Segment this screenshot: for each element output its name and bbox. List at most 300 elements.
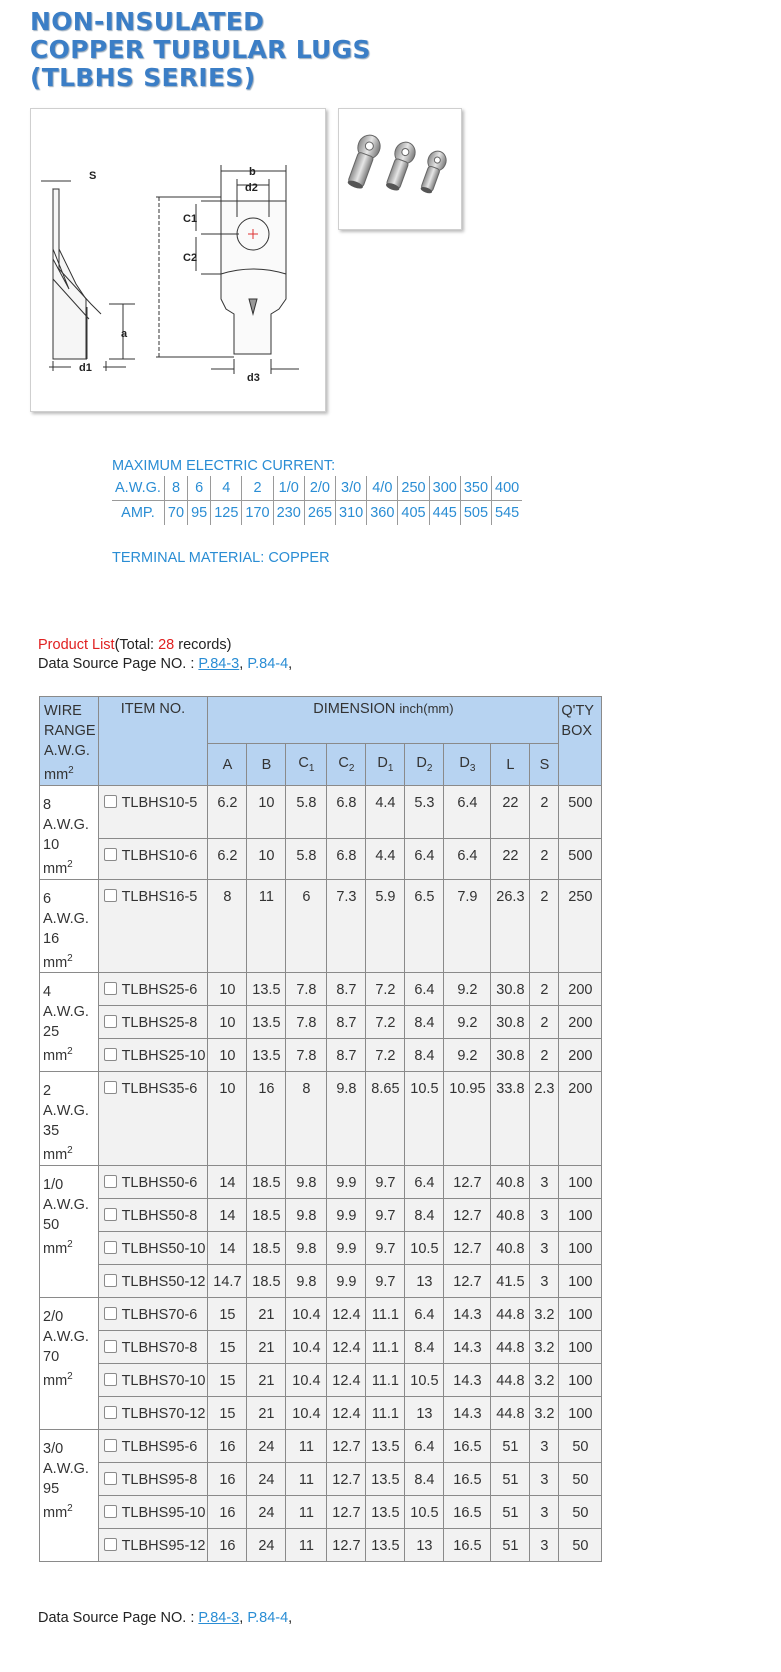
table-row [40,1496,602,1529]
dimension-cell: 4.4 [366,839,405,879]
dimension-cell: 9.2 [444,1006,491,1039]
dimension-cell: 15 [208,1364,247,1397]
dimension-cell: 3.2 [530,1397,559,1430]
dimension-cell: 12.7 [444,1232,491,1265]
dimension-cell: 11 [286,1529,327,1562]
dimension-cell: 14 [208,1199,247,1232]
wire-range-awg-unit: A.W.G. [43,1461,89,1478]
awg-value: 8 [164,476,187,501]
item-cell [98,785,208,838]
dimension-cell: 51 [491,1496,530,1529]
wire-range-awg-unit: A.W.G. [43,816,89,833]
qty-cell: 100 [559,1166,602,1199]
dimension-cell: 12.4 [327,1397,366,1430]
amp-value: 230 [273,501,304,526]
dimension-cell: 10.5 [405,1364,444,1397]
header-dimension [208,697,559,744]
item-number: TLBHS10-6 [121,848,198,865]
dimension-cell: 21 [247,1331,286,1364]
table-row [40,1397,602,1430]
dimension-cell: 9.7 [366,1265,405,1298]
dimension-cell: 13 [405,1529,444,1562]
dimension-cell: 9.8 [286,1265,327,1298]
item-cell [98,1529,208,1562]
dimension-cell: 44.8 [491,1364,530,1397]
dimension-cell: 24 [247,1430,286,1463]
header-col-c2: $C_2$ [327,744,366,786]
dimension-cell: 5.9 [366,879,405,973]
item-checkbox[interactable] [104,1439,117,1452]
dimension-cell: 18.5 [247,1265,286,1298]
wire-range-mm-sup: 2 [67,1239,73,1251]
wire-range-awg: 1/0 [43,1177,64,1194]
item-cell [98,1298,208,1331]
awg-value: 4/0 [367,476,398,501]
awg-value: 300 [429,476,460,501]
dimension-cell: 10 [208,1006,247,1039]
awg-value: 400 [492,476,523,501]
dimension-cell: 51 [491,1463,530,1496]
dimension-cell: 13.5 [366,1430,405,1463]
item-number: TLBHS25-8 [121,1015,198,1032]
item-cell [98,1199,208,1232]
title-line-3: (TLBHS SERIES) [30,63,256,92]
source-link-p84-4[interactable]: P.84-4 [247,656,289,672]
qty-cell: 200 [559,1072,602,1166]
dimension-cell: 6.4 [405,839,444,879]
item-checkbox[interactable] [104,1241,117,1254]
dimension-cell: 7.8 [286,1039,327,1072]
amp-value: 125 [211,501,242,526]
wire-range-awg-unit: A.W.G. [43,1103,89,1120]
diagram-label-d2: d2 [245,182,258,194]
dimension-cell: 2 [530,1039,559,1072]
dimension-cell: 13.5 [247,1039,286,1072]
awg-row [112,476,522,501]
item-number: TLBHS25-10 [121,1048,206,1065]
dimension-cell: 7.2 [366,1039,405,1072]
dimension-cell: 24 [247,1463,286,1496]
dimension-cell: 9.9 [327,1265,366,1298]
dimension-cell: 16 [208,1529,247,1562]
header-qty-2: BOX [561,723,593,739]
dimension-cell: 8.65 [366,1072,405,1166]
dimension-cell: 7.8 [286,1006,327,1039]
dimension-cell: 10 [208,1039,247,1072]
dimension-cell: 8.4 [405,1199,444,1232]
table-row [40,1430,602,1463]
dimension-cell: 26.3 [491,879,530,973]
dimension-cell: 11 [286,1463,327,1496]
dimension-cell: 11 [286,1496,327,1529]
dimension-cell: 7.8 [286,973,327,1006]
diagram-label-a: a [121,328,128,340]
item-checkbox[interactable] [104,1307,117,1320]
dimension-cell: 16.5 [444,1529,491,1562]
qty-cell: 50 [559,1430,602,1463]
item-cell [98,1331,208,1364]
dimension-cell: 13.5 [366,1463,405,1496]
awg-value: 2 [242,476,273,501]
dimension-cell: 44.8 [491,1331,530,1364]
dimension-cell: 10.4 [286,1397,327,1430]
wire-range-mm-sup: 2 [67,1145,73,1157]
dimension-cell: 16 [208,1496,247,1529]
wire-range-mm-sup: 2 [67,858,73,870]
dimension-cell: 12.4 [327,1298,366,1331]
wire-range-cell [40,1430,99,1562]
header-wire: WIRE [44,703,82,719]
dimension-cell: 6.4 [444,839,491,879]
total-prefix: (Total: [114,637,159,653]
awg-value: 3/0 [336,476,367,501]
dimension-cell: 4.4 [366,785,405,838]
header-mm-sup: 2 [68,765,74,776]
dimension-cell: 6.8 [327,839,366,879]
amp-value: 360 [367,501,398,526]
title-line-1: NON-INSULATED [30,7,265,36]
dimension-cell: 30.8 [491,1039,530,1072]
dimension-cell: 22 [491,839,530,879]
amp-label: AMP. [112,501,164,526]
item-cell [98,1496,208,1529]
dimension-cell: 9.2 [444,973,491,1006]
item-number: TLBHS70-12 [121,1406,206,1423]
dimension-cell: 8 [208,879,247,973]
dimension-cell: 3.2 [530,1331,559,1364]
awg-value: 250 [398,476,429,501]
item-checkbox[interactable] [104,1406,117,1419]
dimension-cell: 3 [530,1199,559,1232]
dimension-cell: 13.5 [366,1496,405,1529]
header-col-c1: $C_1$ [286,744,327,786]
table-row [40,1463,602,1496]
wire-range-cell [40,1298,99,1430]
dimension-cell: 8.4 [405,1039,444,1072]
diagram-label-c2: C2 [183,252,198,264]
dimension-cell: 6.4 [405,1166,444,1199]
dimension-cell: 3.2 [530,1364,559,1397]
dimension-cell: 9.9 [327,1232,366,1265]
item-cell [98,1397,208,1430]
terminal-material [112,550,330,566]
diagram-label-d1: d1 [79,362,92,374]
dimension-cell: 41.5 [491,1265,530,1298]
table-row [40,1529,602,1562]
header-col-s: S [530,744,559,786]
dimension-cell: 9.7 [366,1232,405,1265]
item-checkbox[interactable] [104,982,117,995]
item-checkbox[interactable] [104,848,117,861]
dimension-cell: 2 [530,879,559,973]
dimension-cell: 24 [247,1529,286,1562]
qty-cell: 500 [559,839,602,879]
dimension-cell: 7.3 [327,879,366,973]
dimension-cell: 6.2 [208,839,247,879]
wire-range-mm-unit: mm [43,1373,68,1390]
dimension-cell: 9.2 [444,1039,491,1072]
diagram-label-d3: d3 [247,372,260,384]
footer-link-p84-3[interactable]: P.84-3 [198,1610,240,1626]
qty-cell: 50 [559,1529,602,1562]
source-link-p84-3[interactable]: P.84-3 [198,656,240,672]
item-checkbox[interactable] [104,1274,117,1287]
table-row [40,1166,602,1199]
dimension-cell: 10.4 [286,1331,327,1364]
wire-range-mm: 35 [43,1123,60,1140]
item-number: TLBHS16-5 [121,888,198,905]
dimension-cell: 8 [286,1072,327,1166]
amp-value: 170 [242,501,273,526]
wire-range-mm: 16 [43,930,60,947]
dimension-cell: 8.7 [327,1039,366,1072]
dimension-cell: 9.9 [327,1166,366,1199]
dimension-cell: 3 [530,1529,559,1562]
dimension-cell: 8.4 [405,1463,444,1496]
product-table [39,696,602,1562]
max-current-section [112,458,522,525]
amp-value: 70 [164,501,187,526]
qty-cell: 50 [559,1496,602,1529]
item-number: TLBHS95-6 [121,1439,198,1456]
wire-range-mm: 95 [43,1481,60,1498]
product-list-label: Product List [38,637,115,653]
item-cell [98,1265,208,1298]
awg-label: A.W.G. [115,480,161,496]
dimension-cell: 10.5 [405,1072,444,1166]
diagram-label-c1: C1 [183,213,198,225]
dimension-cell: 12.7 [444,1199,491,1232]
item-number: TLBHS50-8 [121,1208,198,1225]
dimension-cell: 12.7 [327,1529,366,1562]
dimension-cell: 22 [491,785,530,838]
dimension-cell: 9.8 [286,1232,327,1265]
header-col-d2: $D_2$ [405,744,444,786]
wire-range-cell [40,879,99,973]
dimension-cell: 2 [530,973,559,1006]
dimension-cell: 11.1 [366,1397,405,1430]
table-row [40,839,602,879]
dimension-cell: 11 [286,1430,327,1463]
dimension-cell: 6.4 [444,785,491,838]
dimension-cell: 7.2 [366,1006,405,1039]
dimension-cell: 13 [405,1397,444,1430]
item-cell [98,1072,208,1166]
item-cell [98,973,208,1006]
dimension-cell: 8.7 [327,1006,366,1039]
dimension-diagram [30,108,326,412]
header-col-d3: $D_3$ [444,744,491,786]
item-checkbox[interactable] [104,1175,117,1188]
dimension-cell: 30.8 [491,1006,530,1039]
header-col-d1: $D_1$ [366,744,405,786]
qty-cell: 50 [559,1463,602,1496]
diagram-label-b: b [249,166,256,178]
dimension-cell: 51 [491,1529,530,1562]
dimension-cell: 5.8 [286,785,327,838]
wire-range-mm: 10 [43,836,60,853]
dimension-cell: 10.4 [286,1364,327,1397]
dimension-cell: 30.8 [491,973,530,1006]
qty-cell: 100 [559,1298,602,1331]
item-number: TLBHS50-12 [121,1274,206,1291]
header-dimension-label: DIMENSION [313,701,396,717]
item-number: TLBHS70-10 [121,1373,206,1390]
wire-range-awg-unit: A.W.G. [43,1004,89,1021]
dimension-cell: 44.8 [491,1298,530,1331]
dimension-cell: 3 [530,1430,559,1463]
product-list-summary: Product List(Total: 28 records) Data Source Page NO. : P.84-3, P.84-4, [38,637,293,672]
table-row [40,973,602,1006]
table-row [40,1039,602,1072]
dimension-cell: 15 [208,1397,247,1430]
item-number: TLBHS95-10 [121,1505,206,1522]
wire-range-mm-unit: mm [43,1241,68,1258]
awg-value: 2/0 [304,476,335,501]
dimension-cell: 21 [247,1397,286,1430]
item-number: TLBHS70-6 [121,1307,198,1324]
dimension-cell: 16.5 [444,1430,491,1463]
table-row [40,879,602,973]
amp-value: 545 [492,501,523,526]
dimension-cell: 13.5 [247,1006,286,1039]
wire-range-awg-unit: A.W.G. [43,1329,89,1346]
amp-value: 505 [460,501,491,526]
header-mm: mm [44,766,69,783]
dimension-cell: 21 [247,1298,286,1331]
dimension-cell: 9.7 [366,1166,405,1199]
wire-range-mm-sup: 2 [67,1371,73,1383]
qty-cell: 200 [559,1039,602,1072]
dimension-cell: 6.4 [405,1298,444,1331]
dimension-cell: 24 [247,1496,286,1529]
dimension-cell: 2 [530,1006,559,1039]
item-number: TLBHS25-6 [121,982,198,999]
dimension-cell: 12.7 [444,1166,491,1199]
source-label: Data Source Page NO. : [38,656,195,672]
header-qty-1: Q'TY [561,703,594,719]
dimension-cell: 14.3 [444,1397,491,1430]
wire-range-awg: 6 [43,890,52,907]
wire-range-awg: 2/0 [43,1309,64,1326]
item-number: TLBHS70-8 [121,1340,198,1357]
dimension-cell: 3.2 [530,1298,559,1331]
table-row [40,1331,602,1364]
table-row [40,1298,602,1331]
amp-value: 445 [429,501,460,526]
dimension-cell: 12.4 [327,1331,366,1364]
dimension-cell: 3 [530,1166,559,1199]
dimension-cell: 21 [247,1364,286,1397]
amp-value: 310 [336,501,367,526]
dimension-cell: 11.1 [366,1364,405,1397]
dimension-cell: 15 [208,1331,247,1364]
header-col-b: B [247,744,286,786]
item-number: TLBHS95-12 [121,1538,206,1555]
dimension-cell: 9.8 [286,1199,327,1232]
dimension-cell: 40.8 [491,1199,530,1232]
dimension-cell: 10.95 [444,1072,491,1166]
item-number: TLBHS35-6 [121,1081,198,1098]
dimension-cell: 10.4 [286,1298,327,1331]
qty-cell: 250 [559,879,602,973]
dimension-cell: 10.5 [405,1232,444,1265]
item-number: TLBHS50-6 [121,1175,198,1192]
item-checkbox[interactable] [104,1081,117,1094]
dimension-cell: 6.2 [208,785,247,838]
item-checkbox[interactable] [104,1505,117,1518]
item-cell [98,879,208,973]
dimension-cell: 9.8 [327,1072,366,1166]
footer-source: Data Source Page NO. : P.84-3, P.84-4, [38,1610,293,1626]
dimension-cell: 10.5 [405,1496,444,1529]
item-checkbox[interactable] [104,1373,117,1386]
dimension-cell: 7.9 [444,879,491,973]
dimension-cell: 14.3 [444,1298,491,1331]
wire-range-mm-unit: mm [43,1048,68,1065]
dimension-cell: 8.4 [405,1331,444,1364]
total-count: 28 [158,637,175,653]
item-checkbox[interactable] [104,1538,117,1551]
amp-row [112,501,522,526]
table-row [40,1072,602,1166]
dimension-cell: 10 [208,1072,247,1166]
header-col-a: A [208,744,247,786]
qty-cell: 100 [559,1232,602,1265]
qty-cell: 100 [559,1331,602,1364]
item-number: TLBHS10-5 [121,794,198,811]
dimension-cell: 6.4 [405,1430,444,1463]
footer-link-p84-4[interactable]: P.84-4 [247,1610,289,1626]
header-awg: A.W.G. [44,743,90,759]
item-checkbox[interactable] [104,889,117,902]
dimension-cell: 6.4 [405,973,444,1006]
dimension-cell: 15 [208,1298,247,1331]
dimension-cell: 18.5 [247,1232,286,1265]
dimension-cell: 16 [208,1463,247,1496]
dimension-cell: 14 [208,1166,247,1199]
dimension-cell: 16 [208,1430,247,1463]
dimension-cell: 12.7 [327,1430,366,1463]
dimension-cell: 40.8 [491,1166,530,1199]
item-checkbox[interactable] [104,795,117,808]
dimension-cell: 9.8 [286,1166,327,1199]
item-checkbox[interactable] [104,1208,117,1221]
dimension-cell: 2 [530,839,559,879]
item-checkbox[interactable] [104,1340,117,1353]
max-current-heading: MAXIMUM ELECTRIC CURRENT: [112,458,336,474]
dimension-cell: 16 [247,1072,286,1166]
awg-value: 350 [460,476,491,501]
dimension-cell: 6.8 [327,785,366,838]
item-checkbox[interactable] [104,1472,117,1485]
item-checkbox[interactable] [104,1015,117,1028]
dimension-cell: 18.5 [247,1199,286,1232]
wire-range-awg: 2 [43,1083,52,1100]
qty-cell: 100 [559,1364,602,1397]
header-wire-range [40,697,99,786]
table-row [40,785,602,838]
dimension-cell: 51 [491,1430,530,1463]
dimension-cell: 14.7 [208,1265,247,1298]
item-cell [98,1039,208,1072]
material-label: TERMINAL MATERIAL: [112,550,265,566]
dimension-cell: 16.5 [444,1463,491,1496]
dimension-cell: 8.4 [405,1006,444,1039]
item-checkbox[interactable] [104,1048,117,1061]
item-cell [98,839,208,879]
qty-cell: 500 [559,785,602,838]
